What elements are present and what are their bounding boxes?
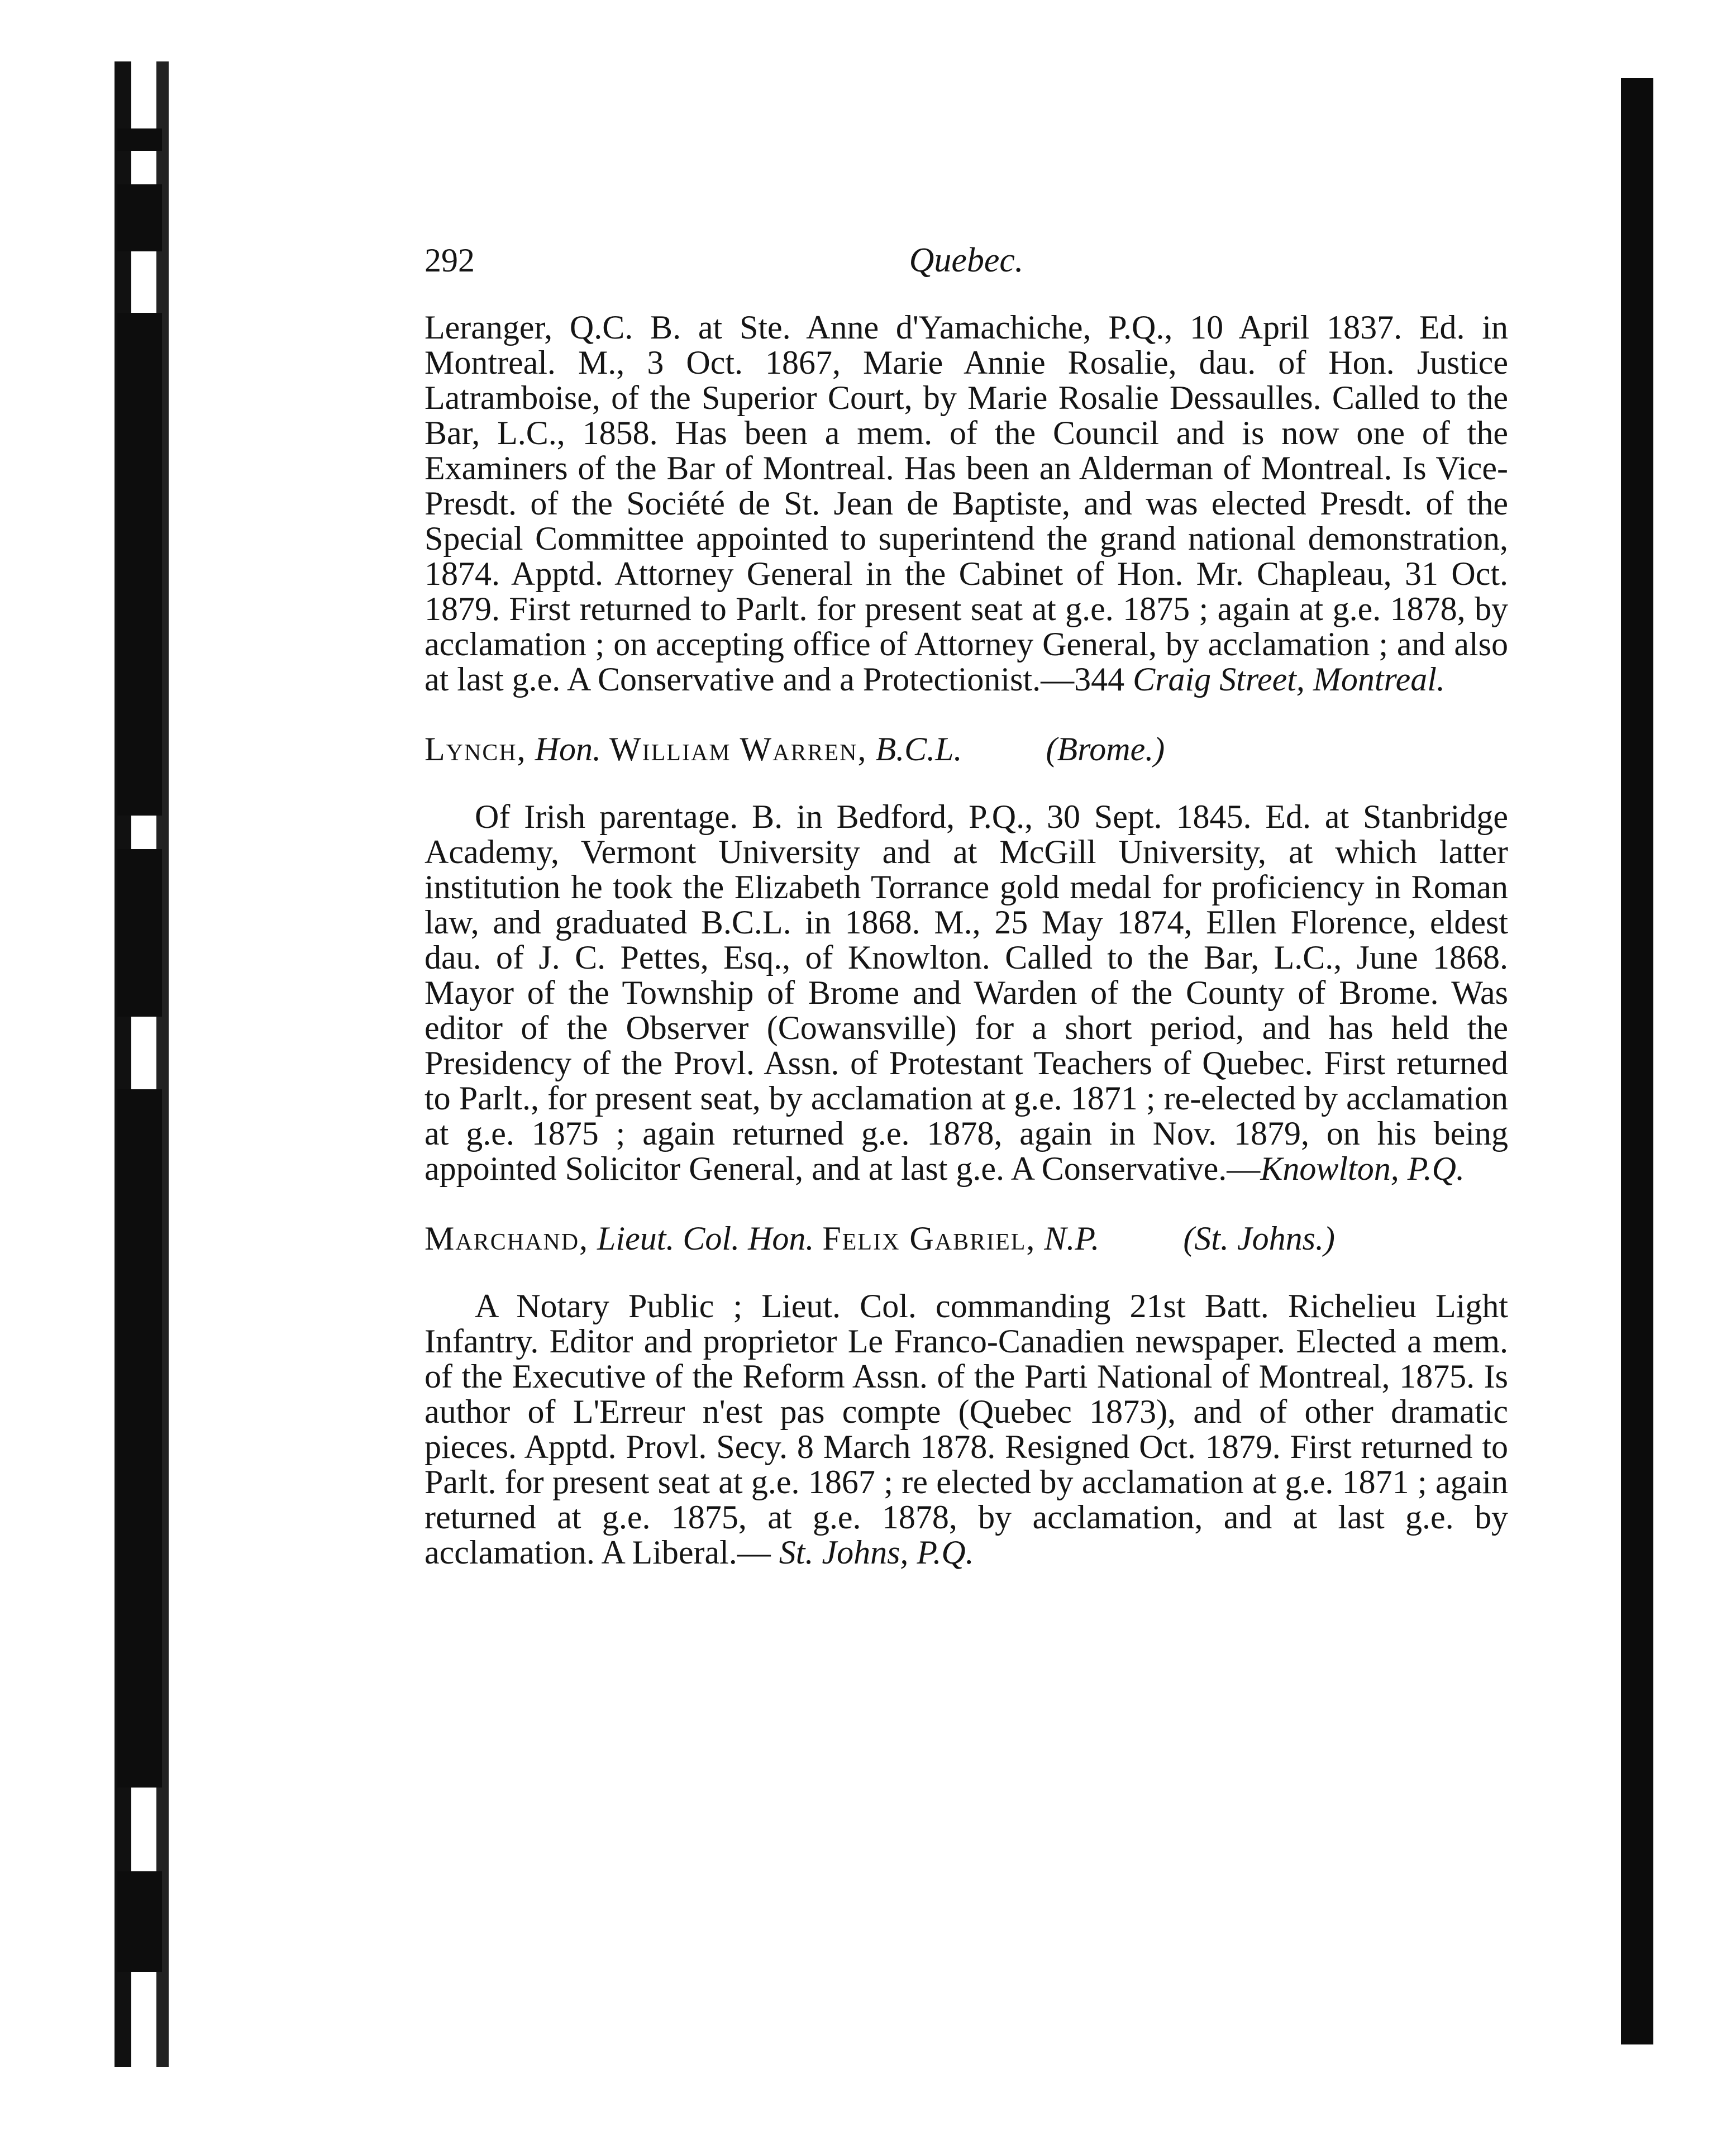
entry-heading-marchand	[425, 1221, 1508, 1256]
text-column	[425, 232, 1508, 1570]
entry-surname: Marchand,	[425, 1220, 589, 1257]
entry-degree: B.C.L.	[875, 731, 962, 768]
entry-text: Of Irish parentage. B. in Bedford, P.Q., 30 Sept. 1845. Ed. at Stanbridge Academy, Vermont University and at McGill University, at which latter institution he took the Elizabeth Torrance gold medal for proficiency in Roman law, and graduated B.C.L. in 1868. M., 25 May 1874, Ellen Florence, eldest dau. of J. C. Pettes, Esq., of Knowlton. Called to the Bar, L.C., June 1868. Mayor of the Township of Brome and Warden of the County of Brome. Was editor of the Observer (Cowansville) for a short period, and has held the Presidency of the Provl. Assn. of Protestant Teachers of Quebec. First returned to Parlt., for present seat, by acclamation at g.e. 1871 ; re-elected by acclamation at g.e. 1875 ; again returned g.e. 1878, again in Nov. 1879, on his being appointed Solicitor General, and at last g.e. A Conservative.—	[425, 798, 1508, 1187]
scan-artifact-bar	[117, 128, 162, 151]
entry-title: Lieut. Col. Hon.	[597, 1220, 814, 1257]
entry-given-names: William Warren,	[609, 731, 867, 768]
entry-marchand-paragraph	[425, 1289, 1508, 1570]
entry-lynch-paragraph	[425, 799, 1508, 1186]
page-number: 292	[425, 242, 475, 279]
entry-text: Leranger, Q.C. B. at Ste. Anne d'Yamachiche, P.Q., 10 April 1837. Ed. in Montreal. M., 3 Oct. 1867, Marie Annie Rosalie, dau. of Hon. Justice Latramboise, of the Superior Court, by Marie Rosalie Dessaulles. Called to the Bar, L.C., 1858. Has been a mem. of the Council and is now one of the Examiners of the Bar of Montreal. Has been an Alderman of Montreal. Is Vice-Presdt. of the Société de St. Jean de Baptiste, and was elected Presdt. of the Special Committee appointed to superintend the grand national demonstration, 1874. Apptd. Attorney General in the Cabinet of Hon. Mr. Chapleau, 31 Oct. 1879. First returned to Parlt. for present seat at g.e. 1875 ; again at g.e. 1878, by acclamation ; on accepting office of Attorney General, by acclamation ; and also at last g.e. A Conservative and a Protectionist.—344	[425, 309, 1508, 698]
page-header	[425, 232, 1508, 282]
scan-artifact-bar	[117, 849, 162, 1017]
entry-address: St. Johns, P.Q.	[779, 1534, 974, 1571]
entry-constituency: (Brome.)	[1046, 731, 1165, 768]
scan-artifact-bar	[117, 1089, 162, 1788]
entry-heading-lynch	[425, 732, 1508, 767]
entry-text: A Notary Public ; Lieut. Col. commanding 21st Batt. Richelieu Light Infantry. Editor and proprietor Le Franco-Canadien newspaper. Elected a mem. of the Executive of the Reform Assn. of the Parti National of Montreal, 1875. Is author of L'Erreur n'est pas compte (Quebec 1873), and of other dramatic pieces. Apptd. Provl. Secy. 8 March 1878. Resigned Oct. 1879. First returned to Parlt. for present seat at g.e. 1867 ; re elected by acclamation at g.e. 1871 ; again returned at g.e. 1875, at g.e. 1878, by acclamation, and at last g.e. by acclamation. A Liberal.—	[425, 1288, 1508, 1571]
entry-title: Hon.	[535, 731, 602, 768]
running-title: Quebec.	[909, 241, 1024, 279]
entry-constituency: (St. Johns.)	[1183, 1220, 1335, 1257]
entry-surname: Lynch,	[425, 731, 527, 768]
entry-degree: N.P.	[1044, 1220, 1100, 1257]
scan-artifact-bar	[117, 1871, 162, 1972]
scan-artifact-bar	[117, 184, 162, 251]
entry-given-names: Felix Gabriel,	[822, 1220, 1036, 1257]
entry-address: Knowlton, P.Q.	[1260, 1150, 1465, 1187]
scan-artifact-bar	[117, 313, 162, 816]
entry-leranger-paragraph	[425, 310, 1508, 697]
scan-right-edge	[1621, 78, 1653, 2044]
entry-address: Craig Street, Montreal.	[1133, 661, 1445, 698]
